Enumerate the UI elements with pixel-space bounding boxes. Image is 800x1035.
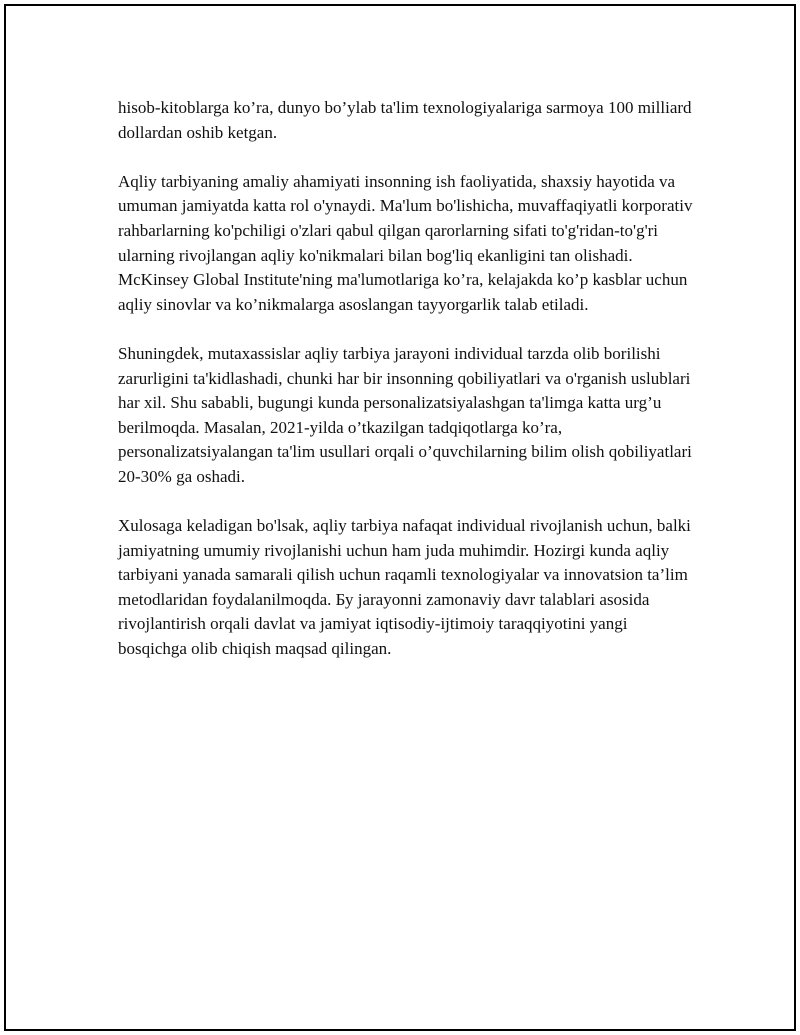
paragraph-personalized-learning: Shuningdek, mutaxassislar aqliy tarbiya jarayoni individual tarzda olib borilishi zarurligini ta'kidlashadi, chunki har bir insonning qobiliyatlari va o'rganish uslublari har xil. Shu sababli, bugungi kunda personalizatsiyalashgan ta'limga katta urg’u berilmoqda. Masalan, 2021-yilda o’tkazilgan tadqiqotlarga ko’ra, personalizatsiyalangan ta'lim usullari orqali o’quvchilarning bilim olish qobiliyatlari 20-30% ga oshadi. [118,343,692,486]
paragraph-practical-importance: Aqliy tarbiyaning amaliy ahamiyati insonning ish faoliyatida, shaxsiy hayotida va umuman jamiyatda katta rol o'ynaydi. Ma'lum bo'lishicha, muvaffaqiyatli korporativ rahbarlarning ko'pchiligi o'zlari qabul qilgan qarorlarning sifati to'g'ridan-to'g'ri ularning rivojlangan aqliy ko'nikmalari bilan bog'liq ekanligini tan olishadi. McKinsey Global Institute'ning ma'lumotlariga ko’ra, kelajakda ko’p kasblar uchun aqliy sinovlar va ko’nikmalarga asoslangan tayyorgarlik talab etiladi. [118,171,693,314]
document-body [118,96,698,686]
paragraph-investment: hisob-kitoblarga ko’ra, dunyo bo’ylab ta'lim texnologiyalariga sarmoya 100 milliard dollardan oshib ketgan. [118,98,692,142]
page-frame [4,4,796,1031]
paragraph-conclusion: Xulosaga keladigan bo'lsak, aqliy tarbiya nafaqat individual rivojlanish uchun, balki jamiyatning umumiy rivojlanishi uchun ham juda muhimdir. Hozirgi kunda aqliy tarbiyani yanada samarali qilish uchun raqamli texnologiyalar va innovatsion ta’lim metodlaridan foydalanilmoqda. Бу jarayonni zamonaviy davr talablari asosida rivojlantirish orqali davlat va jamiyat iqtisodiy-ijtimoiy taraqqiyotini yangi bosqichga olib chiqish maqsad qilingan. [118,516,691,659]
